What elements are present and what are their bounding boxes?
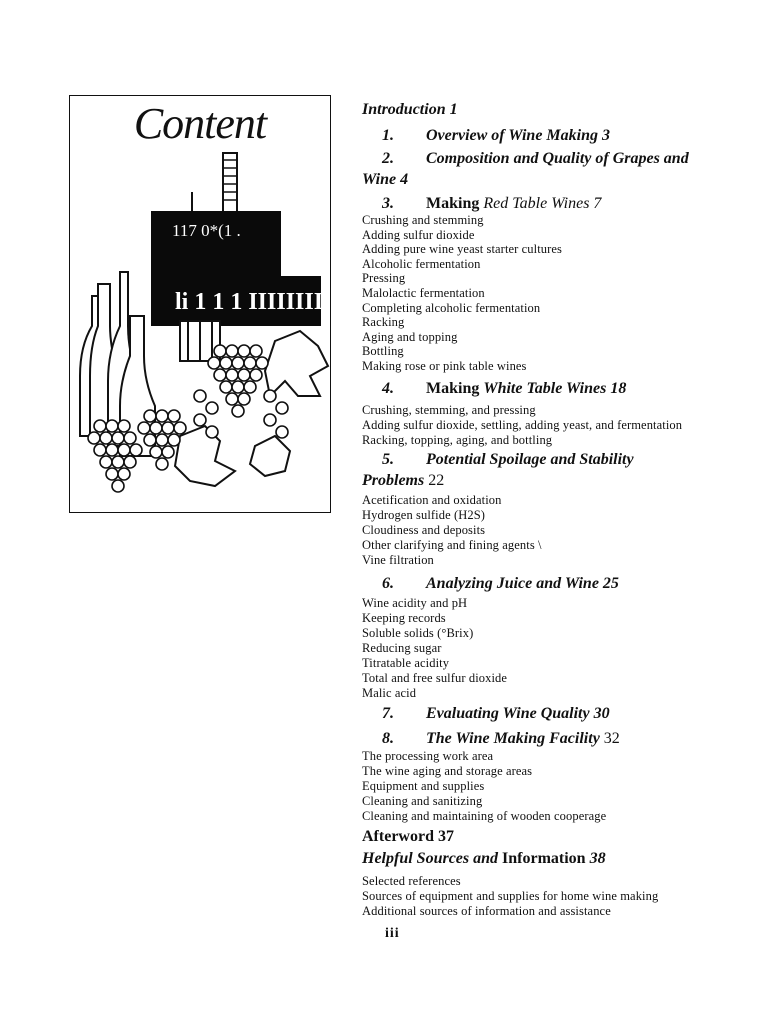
toc-subtopic: Racking, topping, aging, and bottling (362, 433, 553, 447)
toc-introduction: Introduction 1 (362, 101, 458, 118)
toc-subtopic: Aging and topping (362, 329, 458, 344)
wine-grapes-illustration (70, 96, 331, 513)
toc-subtopic: Malolactic fermentation (362, 286, 485, 300)
sign-text-1: 117 0*(1 . (172, 221, 241, 240)
toc-subtopic: Total and free sulfur dioxide (362, 671, 508, 685)
toc-chapter-5: 5. Potential Spoilage and Stability (382, 451, 634, 468)
toc-subtopic: Other clarifying and fining agents \ (362, 538, 542, 552)
toc-helpful-sources: Helpful Sources and Information 38 (362, 850, 606, 867)
toc-subtopic: Alcoholic fermentation (362, 256, 481, 271)
toc-chapter-1: 1. Overview of Wine Making 3 (382, 127, 610, 144)
toc-chapter-2-cont: Wine 4 (362, 171, 409, 188)
toc-subtopic: Racking (362, 315, 405, 330)
toc-chapter-8: 8. The Wine Making Facility 32 (382, 730, 620, 747)
toc-subtopic: The wine aging and storage areas (362, 764, 533, 778)
content-illustration-box (69, 95, 331, 513)
toc-subtopic: Malic acid (362, 686, 417, 700)
toc-chapter-2: 2. Composition and Quality of Grapes and (382, 150, 689, 167)
toc-subtopic: Completing alcoholic fermentation (362, 300, 541, 315)
toc-subtopic: Crushing and stemming (362, 213, 484, 227)
toc-chapter-5-cont: Problems 22 (362, 472, 445, 489)
toc-chapter-6: 6. Analyzing Juice and Wine 25 (382, 575, 619, 592)
toc-subtopic: Making rose or pink table wines (362, 359, 527, 373)
toc-subtopic: Crushing, stemming, and pressing (362, 403, 536, 417)
toc-subtopic: Hydrogen sulfide (H2S) (362, 508, 486, 522)
toc-subtopic: Soluble solids (°Brix) (362, 626, 474, 640)
toc-subtopic: Reducing sugar (362, 641, 442, 655)
toc-subtopic: Vine filtration (362, 553, 434, 567)
page-number: iii (385, 926, 400, 941)
toc-subtopic: Sources of equipment and supplies for home wine making (362, 889, 659, 903)
content-title: Content (133, 99, 267, 148)
toc-subtopic: Cloudiness and deposits (362, 523, 486, 537)
toc-subtopic: Equipment and supplies (362, 779, 485, 793)
toc-subtopic: Keeping records (362, 611, 446, 625)
toc-subtopic: Cleaning and sanitizing (362, 794, 483, 808)
toc-subtopic: The processing work area (362, 749, 494, 763)
toc-subtopic: Selected references (362, 874, 461, 888)
sign-text-2: li 1 1 1 IIIIIIII (175, 289, 324, 315)
toc-subtopic: Additional sources of information and assistance (362, 904, 611, 918)
toc-chapter-7: 7. Evaluating Wine Quality 30 (382, 705, 610, 722)
toc-subtopic: Acetification and oxidation (362, 493, 502, 507)
toc-subtopic: Cleaning and maintaining of wooden cooperage (362, 809, 607, 823)
toc-subtopic: Adding pure wine yeast starter cultures (362, 242, 563, 257)
toc-subtopic: Bottling (362, 344, 404, 359)
toc-chapter-3: 3. Making Red Table Wines 7 (382, 195, 602, 212)
toc-subtopic: Adding sulfur dioxide, settling, adding yeast, and fermentation (362, 418, 683, 432)
toc-chapter-4: 4. Making White Table Wines 18 (382, 380, 627, 397)
toc-subtopic: Titratable acidity (362, 656, 450, 670)
toc-subtopic: Pressing (362, 271, 406, 286)
toc-subtopic: Adding sulfur dioxide (362, 227, 475, 242)
toc-afterword: Afterword 37 (362, 828, 454, 845)
toc-subtopic: Wine acidity and pH (362, 596, 468, 610)
